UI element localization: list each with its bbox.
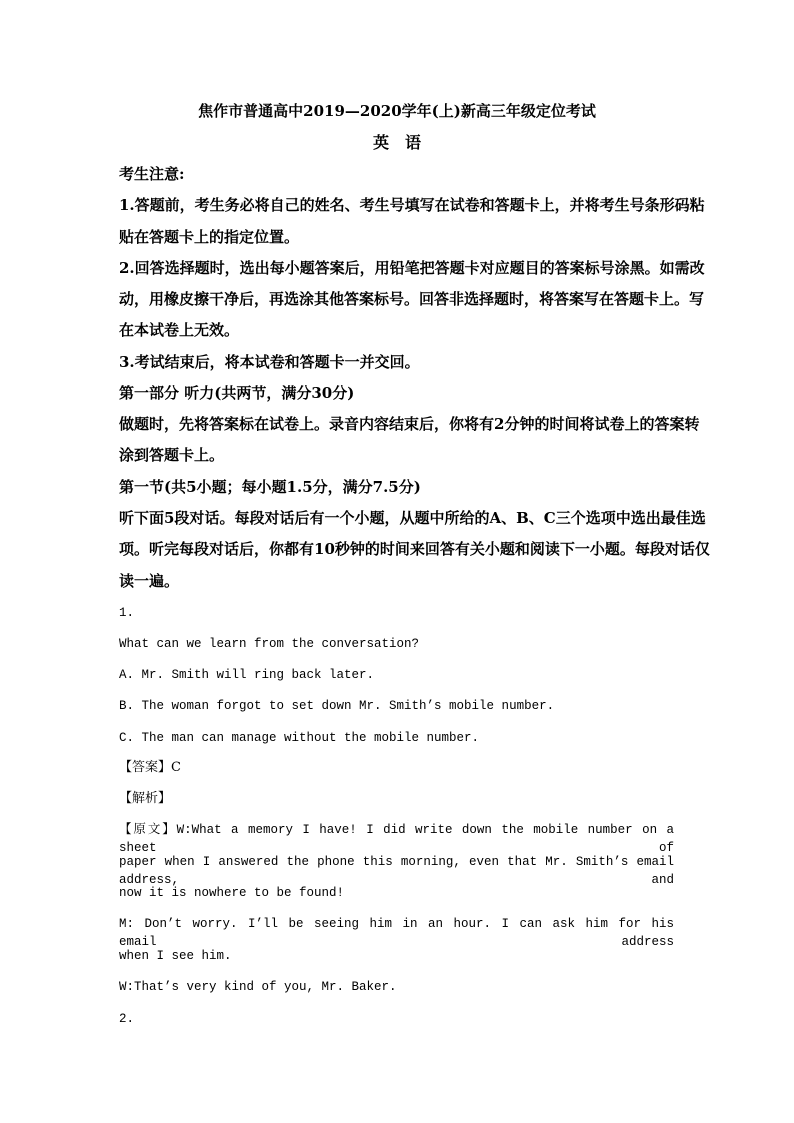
section-1-intro-line-3: 读一遍。: [119, 572, 180, 590]
transcript-line-1: 【原文】W:What a memory I have! I did write down the mobile number on a sheet of: [119, 823, 674, 855]
notice-heading: 考生注意:: [119, 165, 185, 183]
part-1-heading: 第一部分 听力(共两节，满分30分): [119, 384, 355, 402]
transcript-line-4: M: Don’t worry. I’ll be seeing him in an hour. I can ask him for his email address: [119, 917, 674, 949]
section-1-intro-line-1: 听下面5段对话。每段对话后有一个小题，从题中所给的A、B、C三个选项中选出最佳选: [119, 509, 706, 527]
notice-item-2-line-2: 动，用橡皮擦干净后，再选涂其他答案标号。回答非选择题时，将答案写在答题卡上。写: [119, 290, 705, 308]
notice-item-2-line-1: 2.回答选择题时，选出每小题答案后，用铅笔把答题卡对应题目的答案标号涂黑。如需改: [119, 259, 705, 277]
question-1-option-a: A. Mr. Smith will ring back later.: [119, 668, 375, 682]
question-1-option-b: B. The woman forgot to set down Mr. Smith’s mobile number.: [119, 699, 555, 713]
part-1-intro-line-1: 做题时，先将答案标在试卷上。录音内容结束后，你将有2分钟的时间将试卷上的答案转: [119, 415, 700, 433]
transcript-line-3: now it is nowhere to be found!: [119, 886, 345, 900]
transcript-line-5: when I see him.: [119, 949, 232, 963]
notice-item-3: 3.考试结束后，将本试卷和答题卡一并交回。: [119, 353, 420, 371]
notice-item-2-line-3: 在本试卷上无效。: [119, 321, 240, 339]
question-1-option-c: C. The man can manage without the mobile number.: [119, 731, 480, 745]
question-2-number: 2.: [119, 1012, 135, 1026]
transcript-line-6: W:That’s very kind of you, Mr. Baker.: [119, 980, 397, 994]
transcript-line-2: paper when I answered the phone this morning, even that Mr. Smith’s email address, and: [119, 855, 674, 887]
section-1-intro-line-2: 项。听完每段对话后，你都有10秒钟的时间来回答有关小题和阅读下一小题。每段对话仅: [119, 540, 710, 558]
subject-title: 英语: [372, 133, 437, 152]
question-1-answer: 【答案】C: [119, 760, 181, 775]
question-1-number: 1.: [119, 606, 135, 620]
section-1-heading: 第一节(共5小题；每小题1.5分，满分7.5分): [119, 478, 421, 496]
notice-item-1-line-1: 1.答题前，考生务必将自己的姓名、考生号填写在试卷和答题卡上，并将考生号条形码粘: [119, 196, 705, 214]
question-1-analysis-label: 【解析】: [119, 791, 172, 806]
part-1-intro-line-2: 涂到答题卡上。: [119, 446, 225, 464]
exam-title: 焦作市普通高中2019—2020学年(上)新高三年级定位考试: [198, 102, 596, 120]
notice-item-1-line-2: 贴在答题卡上的指定位置。: [119, 228, 300, 246]
question-1-stem: What can we learn from the conversation?: [119, 637, 420, 651]
